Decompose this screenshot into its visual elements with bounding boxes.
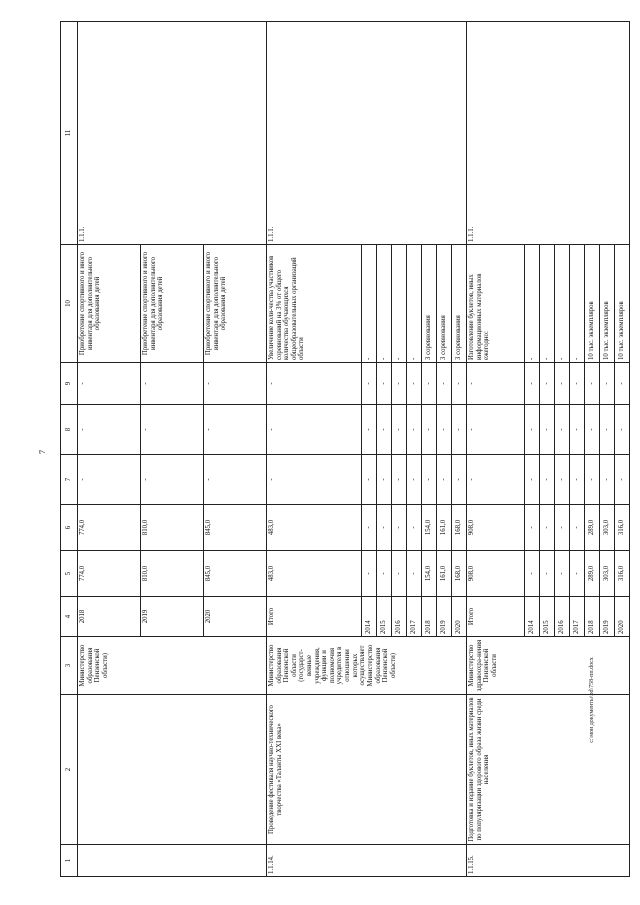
value-cell: - — [555, 505, 570, 551]
item-name-cell — [78, 695, 267, 845]
column-header: 7 — [61, 455, 78, 505]
value-cell: - — [615, 363, 630, 405]
value-cell: - — [422, 455, 437, 505]
year-cell: 2018 — [585, 597, 600, 637]
value-cell: - — [437, 455, 452, 505]
value-cell: 845,0 — [204, 505, 267, 551]
value-cell: - — [407, 551, 422, 597]
value-cell: 303,0 — [600, 551, 615, 597]
value-cell: - — [392, 455, 407, 505]
value-cell: - — [600, 363, 615, 405]
value-cell: - — [467, 363, 525, 405]
value-cell: 161,0 — [437, 505, 452, 551]
indicator-cell: Приобретение спортивного и иного инвентаря для дополнительного образования детей — [141, 245, 204, 363]
value-cell: - — [362, 405, 377, 455]
column-header: 4 — [61, 597, 78, 637]
value-cell: 289,0 — [585, 551, 600, 597]
value-cell: 908,0 — [467, 551, 525, 597]
value-cell: 168,0 — [452, 551, 467, 597]
value-cell: - — [585, 455, 600, 505]
value-cell: 168,0 — [452, 505, 467, 551]
item-number-cell — [78, 845, 267, 877]
value-cell: - — [204, 405, 267, 455]
year-cell: 2019 — [437, 597, 452, 637]
year-cell: 2018 — [78, 597, 141, 637]
value-cell: 774,0 — [78, 551, 141, 597]
value-cell: - — [452, 363, 467, 405]
value-cell: - — [78, 405, 141, 455]
value-cell: - — [392, 505, 407, 551]
link-cell: 1.1.1. — [267, 22, 467, 245]
table-row-total — [467, 22, 525, 877]
value-cell: - — [422, 405, 437, 455]
indicator-cell: - — [570, 245, 585, 363]
column-header: 2 — [61, 695, 78, 845]
value-cell: - — [407, 363, 422, 405]
year-cell: 2019 — [141, 597, 204, 637]
value-cell: - — [377, 505, 392, 551]
indicator-cell: Увеличение коли-чества участников соревнований на 3% от общего количества обучающихся общеобразовательных организаций области — [267, 245, 362, 363]
year-cell: 2015 — [377, 597, 392, 637]
column-header: 9 — [61, 363, 78, 405]
value-cell: - — [467, 455, 525, 505]
item-name-cell: Проведение фестиваля научно-технического творчества «Таланты XXI века» — [267, 695, 467, 845]
link-cell: 1.1.1. — [467, 22, 630, 245]
value-cell: 154,0 — [422, 505, 437, 551]
value-cell: - — [585, 405, 600, 455]
value-cell: - — [525, 405, 540, 455]
value-cell: - — [392, 405, 407, 455]
value-cell: - — [362, 505, 377, 551]
indicator-cell: - — [525, 245, 540, 363]
value-cell: - — [600, 405, 615, 455]
year-cell: 2017 — [570, 597, 585, 637]
link-cell: 1.1.1. — [78, 22, 267, 245]
column-header: 1 — [61, 845, 78, 877]
value-cell: 154,0 — [422, 551, 437, 597]
column-header: 6 — [61, 505, 78, 551]
value-cell: - — [525, 363, 540, 405]
year-cell: 2016 — [555, 597, 570, 637]
page-number: 7 — [37, 449, 47, 455]
indicator-cell: 10 тыс. экземпляров — [585, 245, 600, 363]
value-cell: - — [78, 455, 141, 505]
indicator-cell: 3 соревнования — [422, 245, 437, 363]
indicator-cell: - — [555, 245, 570, 363]
value-cell: - — [267, 455, 362, 505]
value-cell: - — [525, 505, 540, 551]
item-number-cell: 1.1.15. — [467, 845, 630, 877]
value-cell: 774,0 — [78, 505, 141, 551]
value-cell: - — [422, 363, 437, 405]
year-cell: Итого — [267, 597, 362, 637]
value-cell: 908,0 — [467, 505, 525, 551]
table-row — [78, 22, 141, 877]
value-cell: 161,0 — [437, 551, 452, 597]
indicator-cell: - — [540, 245, 555, 363]
indicator-cell: - — [362, 245, 377, 363]
year-cell: 2017 — [407, 597, 422, 637]
value-cell: - — [407, 455, 422, 505]
value-cell: - — [362, 455, 377, 505]
value-cell: - — [540, 455, 555, 505]
value-cell: - — [141, 455, 204, 505]
value-cell: 289,0 — [585, 505, 600, 551]
value-cell: - — [377, 405, 392, 455]
value-cell: - — [555, 363, 570, 405]
value-cell: 483,0 — [267, 505, 362, 551]
indicator-cell: 10 тыс. экземпляров — [600, 245, 615, 363]
year-cell: 2020 — [615, 597, 630, 637]
year-cell: 2019 — [600, 597, 615, 637]
value-cell: - — [540, 505, 555, 551]
value-cell: 483,0 — [267, 551, 362, 597]
value-cell: - — [392, 551, 407, 597]
value-cell: - — [362, 363, 377, 405]
value-cell: - — [141, 363, 204, 405]
year-cell: 2015 — [540, 597, 555, 637]
value-cell: - — [407, 505, 422, 551]
indicator-cell: Изготовление буклетов, иных информационных материалов ежегодно: — [467, 245, 525, 363]
indicator-cell: - — [377, 245, 392, 363]
column-header: 10 — [61, 245, 78, 363]
value-cell: - — [570, 363, 585, 405]
value-cell: - — [540, 405, 555, 455]
value-cell: - — [555, 551, 570, 597]
value-cell: - — [267, 363, 362, 405]
header-row — [61, 22, 78, 877]
value-cell: - — [525, 551, 540, 597]
indicator-cell: 3 соревнования — [437, 245, 452, 363]
year-cell: 2020 — [204, 597, 267, 637]
value-cell: - — [452, 405, 467, 455]
value-cell: - — [362, 551, 377, 597]
year-cell: 2014 — [525, 597, 540, 637]
executor-cell: Министерство образования Пензенской области) — [78, 637, 267, 695]
item-number-cell: 1.1.14. — [267, 845, 467, 877]
year-cell: 2014 — [362, 597, 377, 637]
value-cell: - — [392, 363, 407, 405]
column-header: 8 — [61, 405, 78, 455]
value-cell: - — [615, 455, 630, 505]
value-cell: - — [600, 455, 615, 505]
value-cell: - — [540, 363, 555, 405]
column-header: 11 — [61, 22, 78, 245]
value-cell: 845,0 — [204, 551, 267, 597]
item-name-cell: Подготовка и издание буклетов, иных материалов по популяризации здорового образа жизни среди населения — [467, 695, 630, 845]
value-cell: - — [452, 455, 467, 505]
table-row-total — [267, 22, 362, 877]
value-cell: - — [555, 455, 570, 505]
footer-path: c:\мои документы\pd\758-пп.docx — [589, 657, 595, 743]
value-cell: - — [570, 505, 585, 551]
value-cell: - — [570, 405, 585, 455]
value-cell: - — [204, 363, 267, 405]
indicator-cell: Приобретение спортивного и иного инвентаря для дополнительного образования детей — [204, 245, 267, 363]
value-cell: - — [615, 405, 630, 455]
column-header: 5 — [61, 551, 78, 597]
value-cell: 316,0 — [615, 505, 630, 551]
value-cell: - — [525, 455, 540, 505]
year-cell: 2020 — [452, 597, 467, 637]
value-cell: 810,0 — [141, 505, 204, 551]
value-cell: - — [377, 551, 392, 597]
value-cell: - — [540, 551, 555, 597]
value-cell: - — [377, 455, 392, 505]
year-cell: Итого — [467, 597, 525, 637]
indicator-cell: Приобретение спортивного и иного инвентаря для дополнительного образования детей — [78, 245, 141, 363]
year-cell: 2018 — [422, 597, 437, 637]
executor-cell: Министерство здравоохра-нения Пензенской области — [467, 637, 630, 695]
value-cell: - — [267, 405, 362, 455]
value-cell: - — [141, 405, 204, 455]
value-cell: - — [204, 455, 267, 505]
value-cell: - — [467, 405, 525, 455]
value-cell: - — [437, 405, 452, 455]
value-cell: - — [437, 363, 452, 405]
value-cell: 810,0 — [141, 551, 204, 597]
indicator-cell: - — [392, 245, 407, 363]
value-cell: - — [407, 405, 422, 455]
column-header: 3 — [61, 637, 78, 695]
value-cell: 303,0 — [600, 505, 615, 551]
year-cell: 2016 — [392, 597, 407, 637]
value-cell: 316,0 — [615, 551, 630, 597]
value-cell: - — [570, 455, 585, 505]
indicator-cell: - — [407, 245, 422, 363]
value-cell: - — [78, 363, 141, 405]
program-table — [60, 21, 630, 877]
value-cell: - — [585, 363, 600, 405]
indicator-cell: 3 соревнования — [452, 245, 467, 363]
value-cell: - — [555, 405, 570, 455]
indicator-cell: 10 тыс. экземпляров — [615, 245, 630, 363]
value-cell: - — [570, 551, 585, 597]
value-cell: - — [377, 363, 392, 405]
executor-cell: Министерство образования Пензенской области (государст-венные учреждения, функции и полномочия учредителя в отношении которых осуществляет Министерство образования Пензенской области) — [267, 637, 467, 695]
